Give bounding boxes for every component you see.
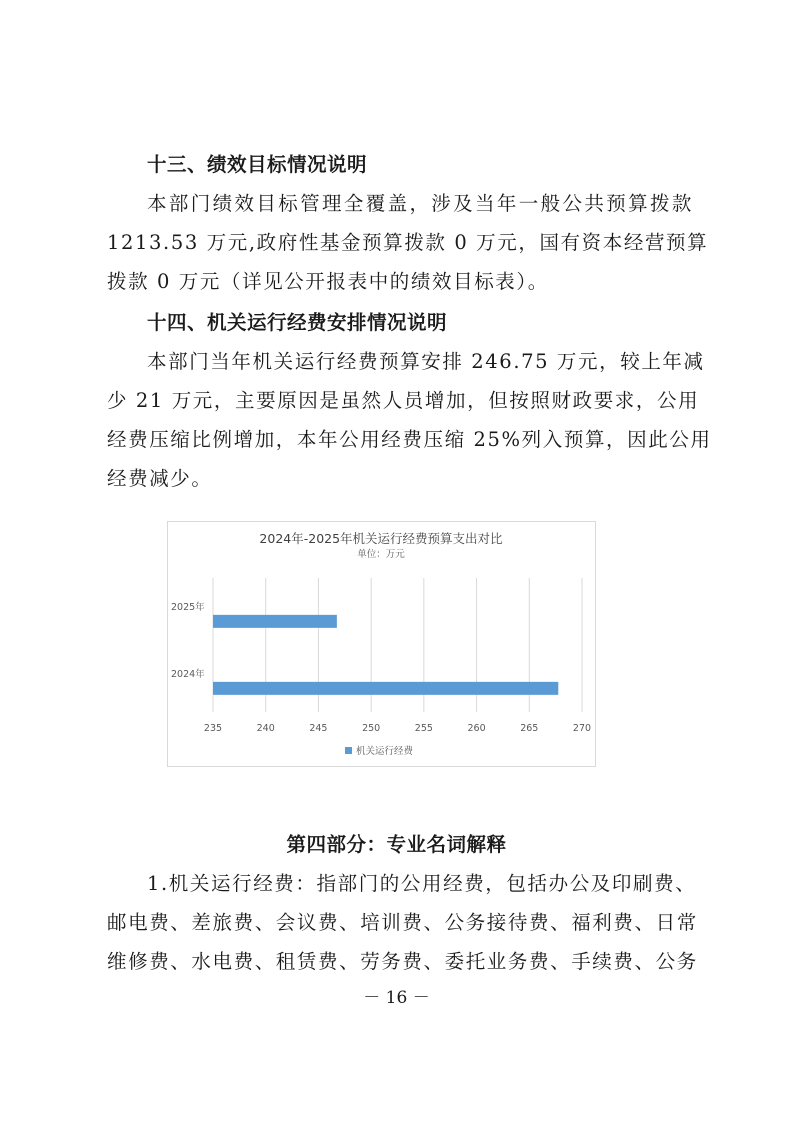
x-tick-label: 250 — [362, 723, 381, 734]
x-tick-label: 265 — [520, 723, 539, 734]
section-14-paragraph-line: 少 21 万元，主要原因是虽然人员增加，但按照财政要求，公用 — [107, 389, 700, 412]
category-label: 2024年 — [171, 668, 205, 680]
section-14-heading: 十四、机关运行经费安排情况说明 — [147, 311, 448, 334]
page-number: － 16 － — [363, 988, 430, 1008]
category-label: 2025年 — [171, 601, 205, 613]
section-13-paragraph-line: 1213.53 万元,政府性基金预算拨款 0 万元，国有资本经营预算 — [107, 231, 709, 254]
section-13-paragraph-line: 拨款 0 万元（详见公开报表中的绩效目标表）。 — [107, 270, 549, 293]
x-tick-label: 260 — [467, 723, 486, 734]
bar-2024年 — [213, 682, 558, 695]
chart-subtitle: 单位：万元 — [357, 549, 405, 560]
section-13-heading: 十三、绩效目标情况说明 — [147, 153, 368, 176]
part-4-heading: 第四部分：专业名词解释 — [286, 833, 507, 856]
x-tick-label: 255 — [414, 723, 433, 734]
section-14-paragraph-line: 经费减少。 — [107, 467, 213, 490]
x-tick-label: 270 — [572, 723, 592, 734]
section-14-paragraph-line: 经费压缩比例增加，本年公用经费压缩 25%列入预算，因此公用 — [107, 428, 712, 451]
chart-legend — [345, 745, 414, 757]
x-tick-label: 240 — [256, 723, 275, 734]
bar-2025年 — [213, 615, 337, 628]
expense-comparison-chart — [167, 521, 596, 767]
part-4-paragraph-line: 邮电费、差旅费、会议费、培训费、公务接待费、福利费、日常 — [107, 911, 698, 934]
part-4-paragraph-line: 1.机关运行经费：指部门的公用经费，包括办公及印刷费、 — [147, 872, 697, 895]
legend-swatch — [345, 747, 352, 754]
section-13-paragraph-line: 本部门绩效目标管理全覆盖，涉及当年一般公共预算拨款 — [147, 192, 693, 215]
x-tick-label: 245 — [309, 723, 328, 734]
section-14-paragraph-line: 本部门当年机关运行经费预算安排 246.75 万元，较上年减 — [147, 350, 705, 373]
chart-title: 2024年-2025年机关运行经费预算支出对比 — [259, 531, 503, 546]
part-4-paragraph-line: 维修费、水电费、租赁费、劳务费、委托业务费、手续费、公务 — [107, 950, 698, 973]
legend-label: 机关运行经费 — [356, 746, 414, 757]
chart-svg — [167, 521, 596, 767]
x-tick-label: 235 — [203, 723, 223, 734]
